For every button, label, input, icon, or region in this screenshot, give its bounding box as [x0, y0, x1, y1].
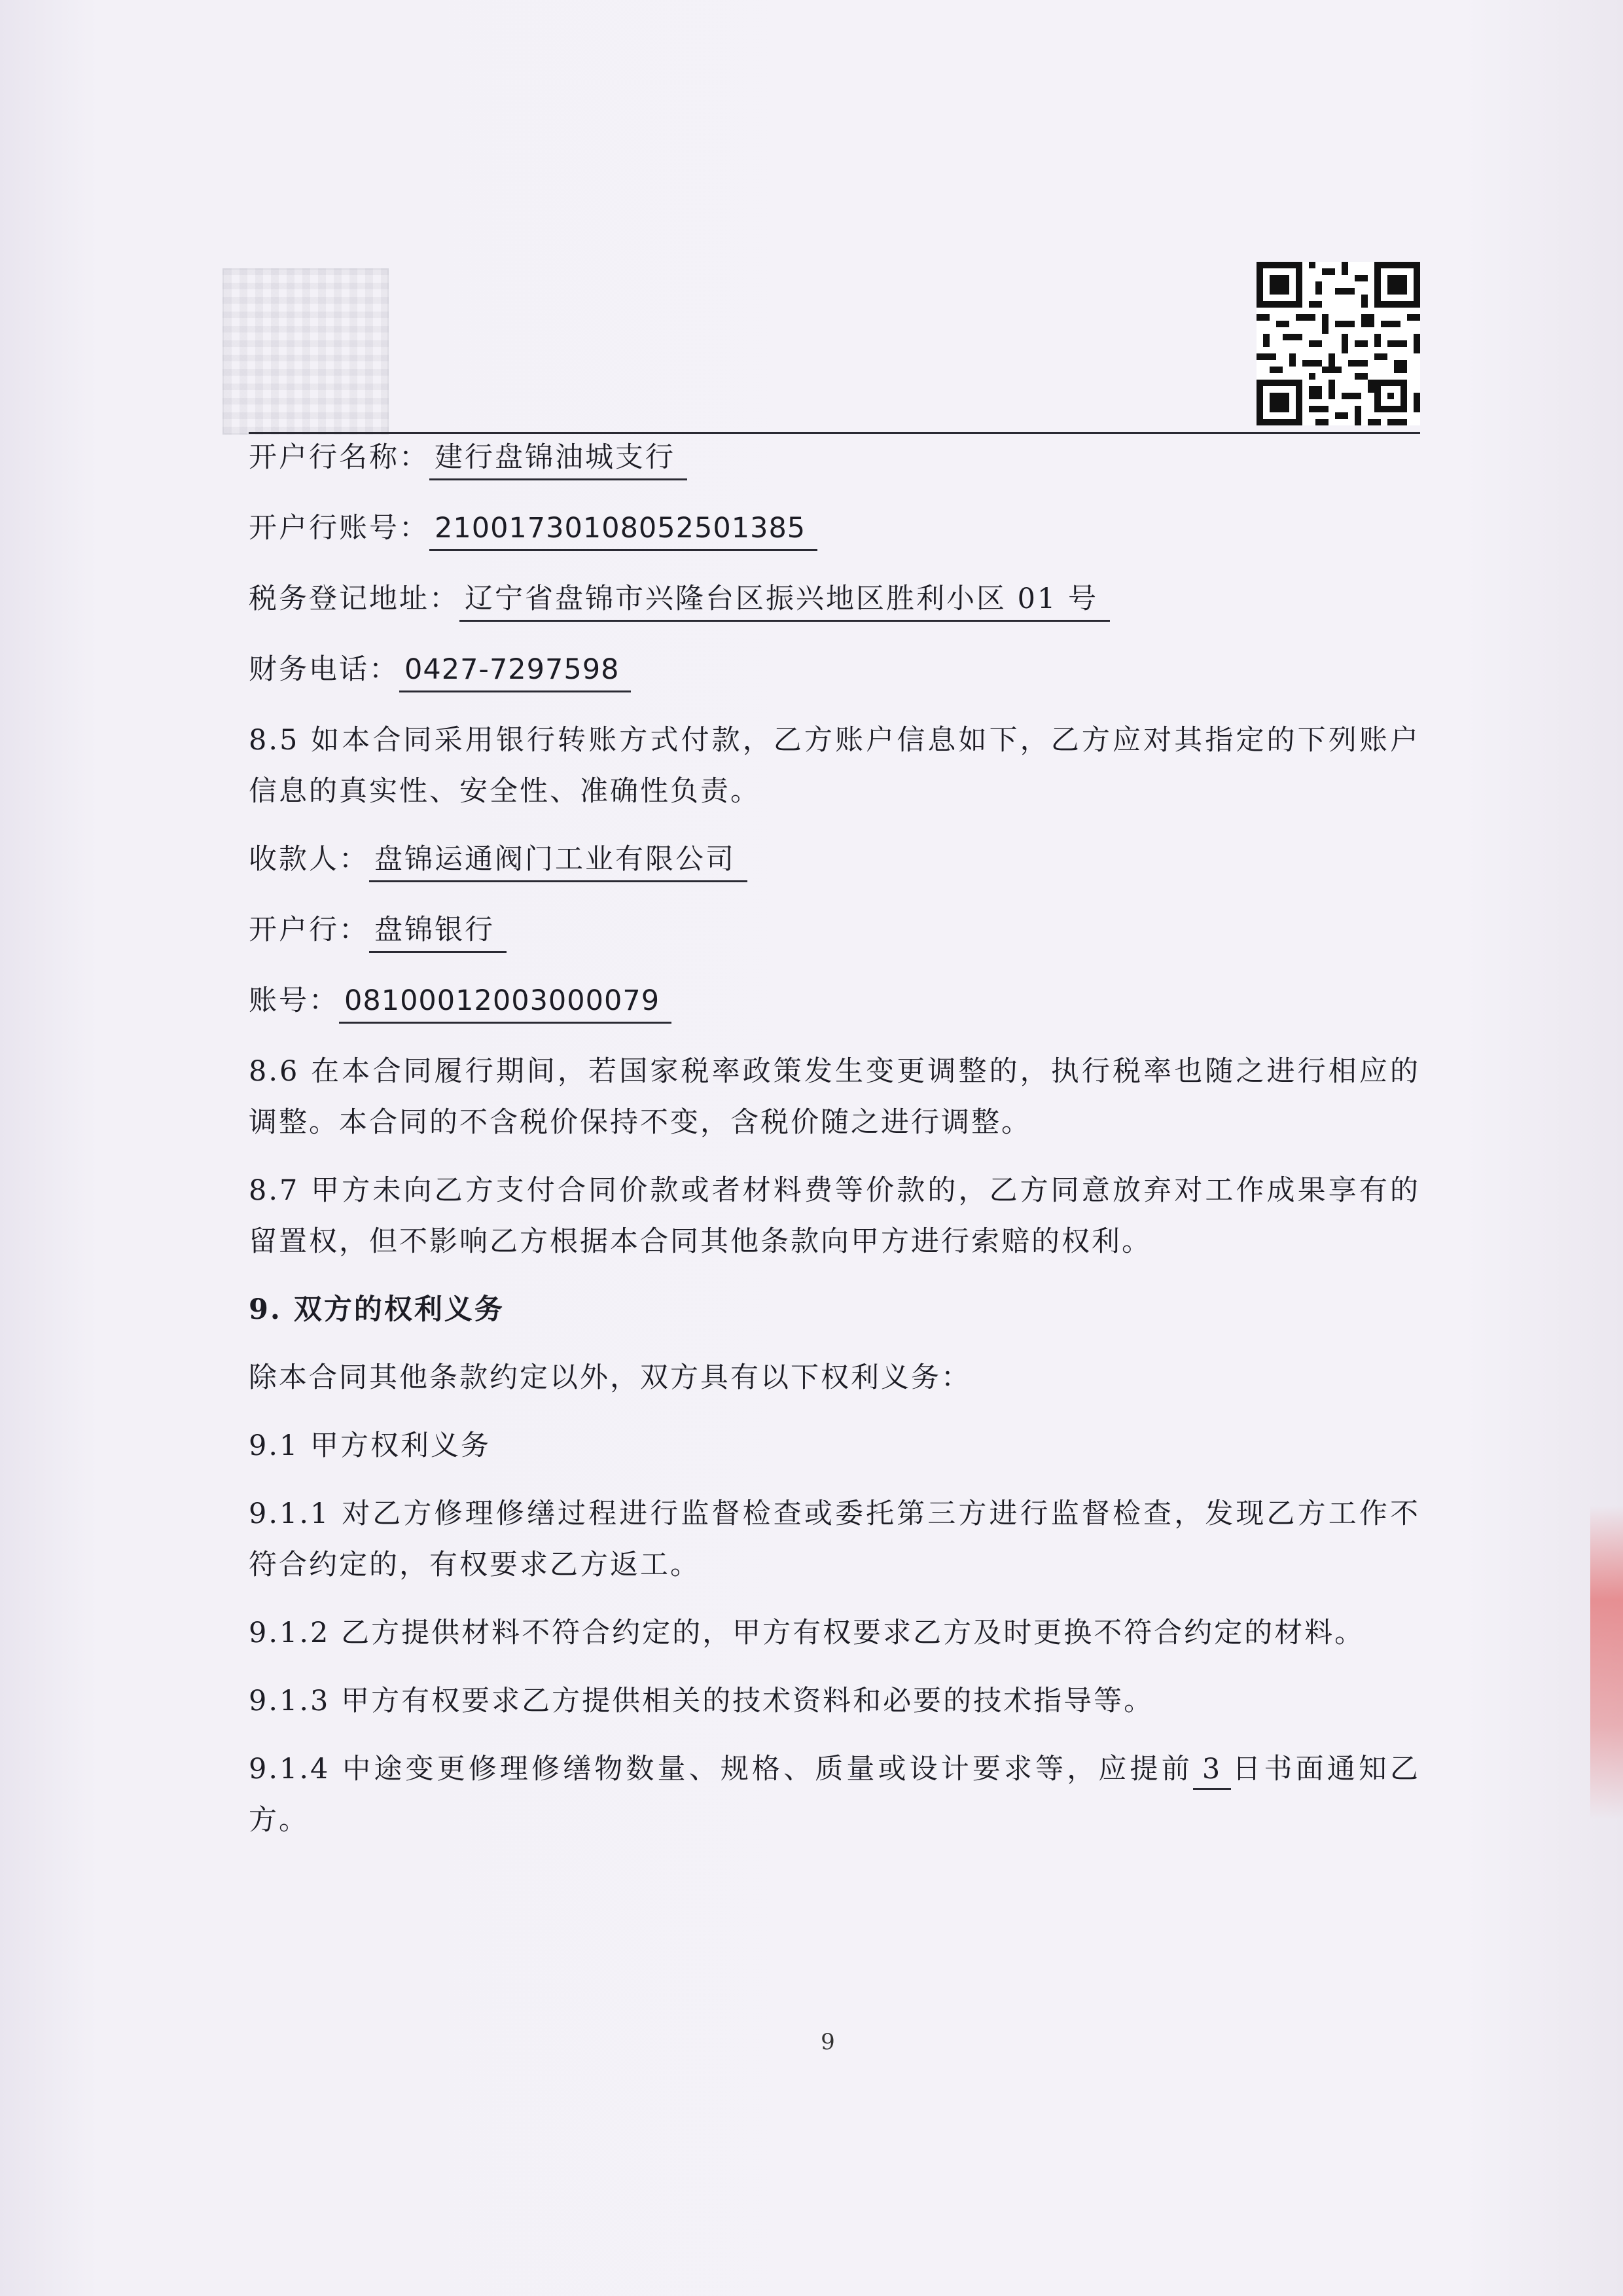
page-number: 9 [821, 2029, 835, 2055]
field-label: 账号： [249, 984, 339, 1017]
field-label: 税务登记地址： [249, 583, 459, 615]
bank-name-line [249, 432, 1420, 483]
section-9-intro: 除本合同其他条款约定以外，双方具有以下权利义务： [249, 1361, 971, 1394]
payee-bank-line [249, 905, 1420, 956]
finance-phone-value: 0427-7297598 [399, 649, 631, 692]
field-label: 开户行： [249, 914, 369, 946]
payee-account-line [249, 975, 1420, 1026]
field-label: 开户行名称： [249, 441, 429, 474]
red-stamp-fragment [1590, 1505, 1623, 1820]
tax-address-value: 辽宁省盘锦市兴隆台区振兴地区胜利小区 01 号 [459, 578, 1110, 622]
clause-9-1-1: 9.1.1 对乙方修理修缮过程进行监督检查或委托第三方进行监督检查，发现乙方工作不符合约定的，有权要求乙方返工。 [249, 1498, 1420, 1581]
field-label: 开户行账号： [249, 512, 429, 545]
clause-9-1-3: 9.1.3 甲方有权要求乙方提供相关的技术资料和必要的技术指导等。 [249, 1685, 1154, 1717]
bleed-through-qr-code [223, 268, 389, 435]
bank-name-value: 建行盘锦油城支行 [429, 437, 687, 480]
bank-account-value: 21001730108052501385 [429, 507, 817, 551]
clause-9-1-4 [249, 1744, 1420, 1846]
clause-9-1-2: 9.1.2 乙方提供材料不符合约定的，甲方有权要求乙方及时更换不符合约定的材料。 [249, 1617, 1365, 1649]
contract-body [249, 432, 1420, 1863]
payee-line [249, 834, 1420, 885]
field-label: 收款人： [249, 843, 369, 876]
notice-days-blank: 3 [1193, 1750, 1231, 1790]
clause-8-5: 8.5 如本合同采用银行转账方式付款，乙方账户信息如下，乙方应对其指定的下列账户信息的真实性、安全性、准确性负责。 [249, 724, 1420, 808]
clause-8-6: 8.6 在本合同履行期间，若国家税率政策发生变更调整的，执行税率也随之进行相应的调整。本合同的不含税价保持不变，含税价随之进行调整。 [249, 1055, 1420, 1139]
clause-9-1-4-text: 9.1.4 中途变更修理修缮物数量、规格、质量或设计要求等，应提前 [249, 1753, 1193, 1785]
section-9-1-title: 9.1 甲方权利义务 [249, 1429, 491, 1462]
payee-account-value: 08100012003000079 [339, 980, 671, 1024]
finance-phone-line [249, 644, 1420, 695]
bank-account-line [249, 503, 1420, 554]
payee-bank-value: 盘锦银行 [369, 909, 507, 953]
section-9-title: 9. 双方的权利义务 [249, 1293, 505, 1326]
payee-value: 盘锦运通阀门工业有限公司 [369, 838, 747, 882]
field-label: 财务电话： [249, 653, 399, 686]
qr-code-icon [1257, 262, 1420, 425]
clause-9-1-4-tail: 日书面通知乙方。 [249, 1753, 1420, 1837]
qr-code [1257, 262, 1420, 425]
tax-address-line [249, 573, 1420, 624]
clause-8-7: 8.7 甲方未向乙方支付合同价款或者材料费等价款的，乙方同意放弃对工作成果享有的留置权，但不影响乙方根据本合同其他条款向甲方进行索赔的权利。 [249, 1174, 1420, 1258]
